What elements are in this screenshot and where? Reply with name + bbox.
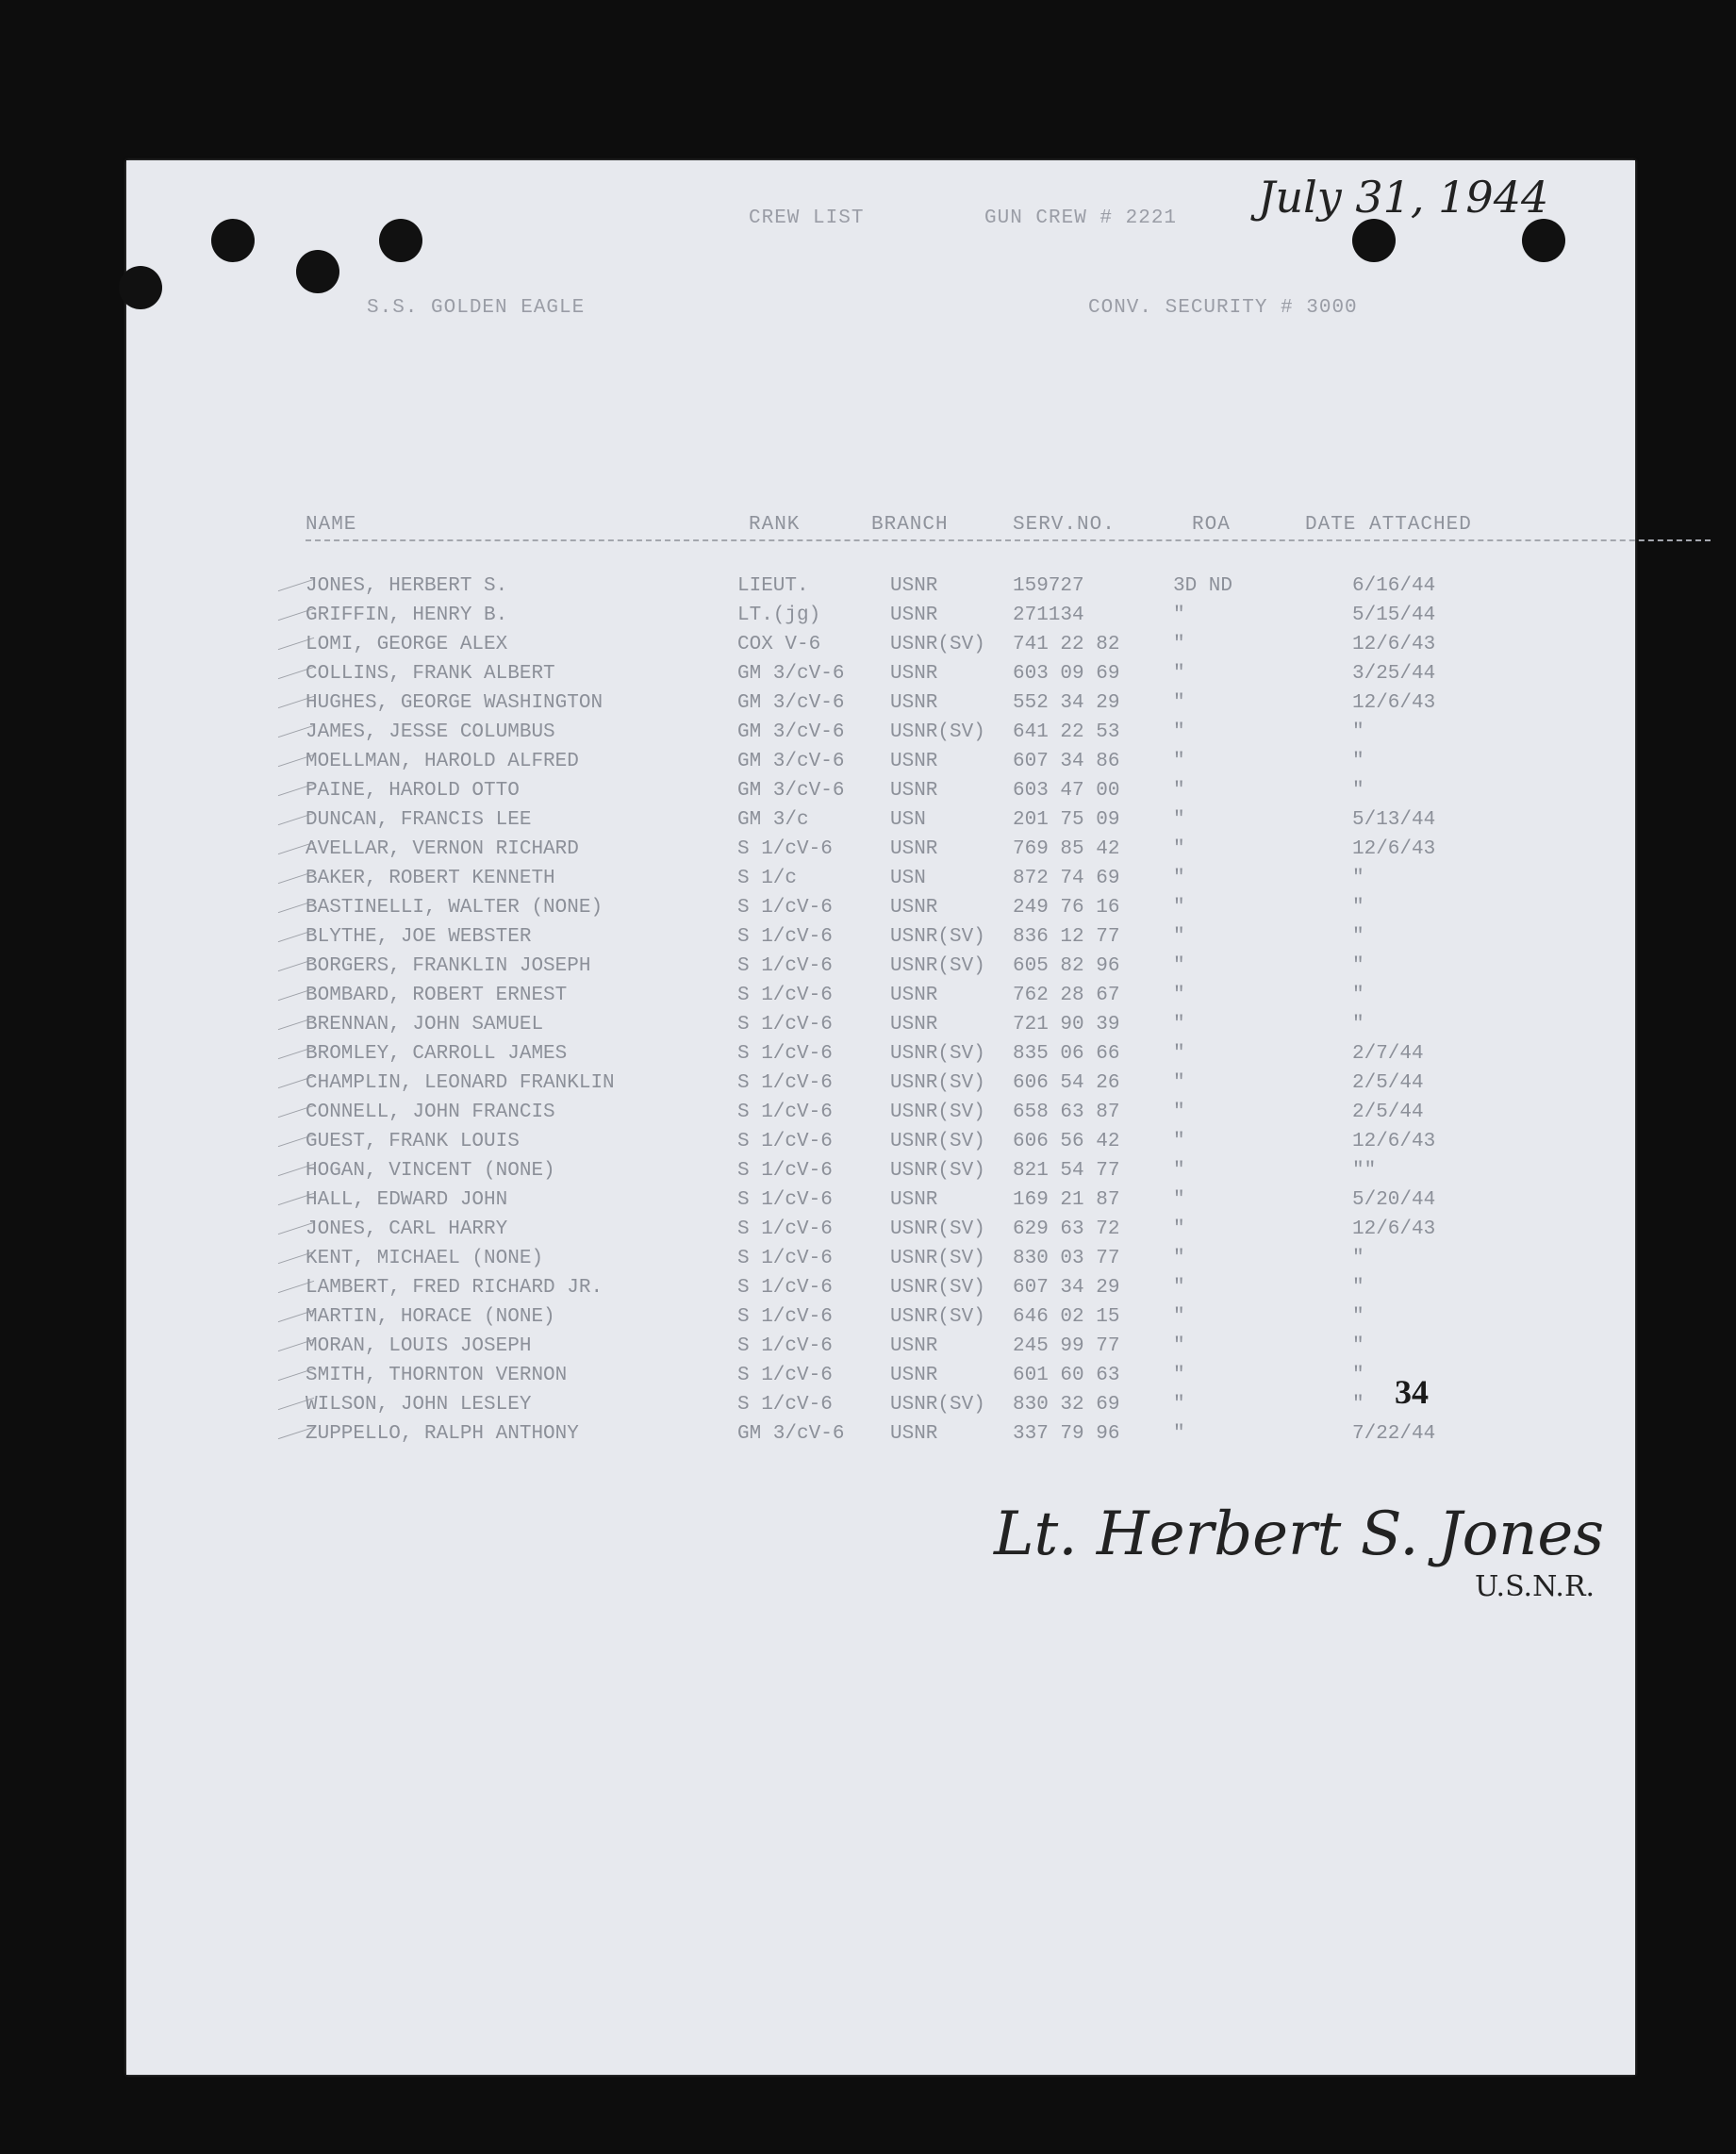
crew-name: COLLINS, FRANK ALBERT xyxy=(306,663,555,685)
crew-branch: USNR xyxy=(890,985,938,1006)
crew-date-attached: " xyxy=(1352,868,1364,889)
crew-roa: " xyxy=(1173,1365,1185,1386)
crew-serv-no: 641 22 53 xyxy=(1013,721,1120,743)
crew-rank: S 1/cV-6 xyxy=(737,1072,833,1094)
crew-rank: S 1/cV-6 xyxy=(737,926,833,948)
crew-serv-no: 607 34 86 xyxy=(1013,751,1120,772)
crew-row xyxy=(126,1043,1635,1072)
crew-branch: USNR xyxy=(890,605,938,626)
crew-roa: " xyxy=(1173,1248,1185,1269)
crew-serv-no: 337 79 96 xyxy=(1013,1423,1120,1445)
crew-branch: USNR xyxy=(890,780,938,802)
crew-roa: " xyxy=(1173,1394,1185,1416)
signature: Lt. Herbert S. Jones xyxy=(994,1500,1605,1569)
column-header-date-attached: DATE ATTACHED xyxy=(1305,514,1472,536)
crew-name: BOMBARD, ROBERT ERNEST xyxy=(306,985,568,1006)
crew-rank: S 1/cV-6 xyxy=(737,955,833,977)
crew-rank: S 1/cV-6 xyxy=(737,1277,833,1299)
crew-rank: GM 3/cV-6 xyxy=(737,692,845,714)
crew-serv-no: 606 56 42 xyxy=(1013,1131,1120,1152)
crew-date-attached: 6/16/44 xyxy=(1352,575,1436,597)
crew-branch: USNR xyxy=(890,1335,938,1357)
punch-hole xyxy=(1522,219,1565,262)
crew-serv-no: 658 63 87 xyxy=(1013,1102,1120,1123)
crew-branch: USNR xyxy=(890,663,938,685)
crew-branch: USN xyxy=(890,868,926,889)
crew-serv-no: 605 82 96 xyxy=(1013,955,1120,977)
crew-serv-no: 741 22 82 xyxy=(1013,634,1120,655)
column-header-rank: RANK xyxy=(749,514,801,536)
crew-date-attached: " xyxy=(1352,1014,1364,1036)
crew-name: KENT, MICHAEL (NONE) xyxy=(306,1248,544,1269)
crew-rank: S 1/cV-6 xyxy=(737,985,833,1006)
crew-roa: " xyxy=(1173,955,1185,977)
crew-serv-no: 245 99 77 xyxy=(1013,1335,1120,1357)
crew-serv-no: 606 54 26 xyxy=(1013,1072,1120,1094)
gun-crew-number: GUN CREW # 2221 xyxy=(984,207,1178,229)
crew-serv-no: 830 03 77 xyxy=(1013,1248,1120,1269)
crew-name: JAMES, JESSE COLUMBUS xyxy=(306,721,555,743)
crew-branch: USNR(SV) xyxy=(890,634,985,655)
crew-row xyxy=(126,985,1635,1014)
crew-roa: " xyxy=(1173,1014,1185,1036)
crew-date-attached: " xyxy=(1352,1394,1364,1416)
crew-row xyxy=(126,780,1635,809)
crew-branch: USNR(SV) xyxy=(890,1043,985,1065)
crew-row xyxy=(126,1131,1635,1160)
crew-serv-no: 821 54 77 xyxy=(1013,1160,1120,1182)
crew-roa: " xyxy=(1173,1335,1185,1357)
crew-row xyxy=(126,926,1635,955)
crew-serv-no: 249 76 16 xyxy=(1013,897,1120,919)
crew-branch: USNR(SV) xyxy=(890,1218,985,1240)
crew-rank: S 1/cV-6 xyxy=(737,1043,833,1065)
crew-date-attached: 5/15/44 xyxy=(1352,605,1436,626)
convoy-security: CONV. SECURITY # 3000 xyxy=(1088,297,1358,319)
crew-branch: USNR(SV) xyxy=(890,1131,985,1152)
crew-branch: USNR xyxy=(890,692,938,714)
crew-roa: " xyxy=(1173,1072,1185,1094)
crew-row xyxy=(126,1423,1635,1452)
crew-name: JONES, HERBERT S. xyxy=(306,575,508,597)
crew-serv-no: 762 28 67 xyxy=(1013,985,1120,1006)
crew-date-attached: " xyxy=(1352,721,1364,743)
crew-branch: USNR xyxy=(890,838,938,860)
crew-rank: S 1/cV-6 xyxy=(737,1335,833,1357)
crew-date-attached: " xyxy=(1352,1248,1364,1269)
crew-name: BAKER, ROBERT KENNETH xyxy=(306,868,555,889)
crew-row xyxy=(126,838,1635,868)
crew-name: LAMBERT, FRED RICHARD JR. xyxy=(306,1277,603,1299)
crew-roa: " xyxy=(1173,663,1185,685)
crew-roa: " xyxy=(1173,868,1185,889)
crew-row xyxy=(126,1277,1635,1306)
crew-roa: " xyxy=(1173,1423,1185,1445)
crew-rank: S 1/cV-6 xyxy=(737,1306,833,1328)
crew-roa: " xyxy=(1173,1160,1185,1182)
document-page xyxy=(126,160,1635,2075)
crew-branch: USNR xyxy=(890,751,938,772)
crew-roa: " xyxy=(1173,721,1185,743)
crew-rank: GM 3/c xyxy=(737,809,809,831)
crew-name: JONES, CARL HARRY xyxy=(306,1218,508,1240)
crew-rank: GM 3/cV-6 xyxy=(737,663,845,685)
crew-roa: " xyxy=(1173,634,1185,655)
crew-row xyxy=(126,1102,1635,1131)
punch-hole xyxy=(379,219,422,262)
ship-name: S.S. GOLDEN EAGLE xyxy=(367,297,586,319)
crew-name: BRENNAN, JOHN SAMUEL xyxy=(306,1014,544,1036)
header-divider xyxy=(306,539,1711,541)
crew-date-attached: 12/6/43 xyxy=(1352,1218,1436,1240)
crew-row xyxy=(126,663,1635,692)
crew-date-attached: 5/20/44 xyxy=(1352,1189,1436,1211)
crew-serv-no: 603 09 69 xyxy=(1013,663,1120,685)
crew-rank: S 1/cV-6 xyxy=(737,1189,833,1211)
crew-name: SMITH, THORNTON VERNON xyxy=(306,1365,568,1386)
crew-row xyxy=(126,955,1635,985)
crew-row xyxy=(126,897,1635,926)
crew-roa: " xyxy=(1173,809,1185,831)
crew-name: BORGERS, FRANKLIN JOSEPH xyxy=(306,955,591,977)
punch-hole xyxy=(1352,219,1396,262)
crew-rank: S 1/c xyxy=(737,868,798,889)
crew-branch: USNR(SV) xyxy=(890,926,985,948)
crew-rank: COX V-6 xyxy=(737,634,821,655)
crew-rank: S 1/cV-6 xyxy=(737,1218,833,1240)
crew-date-attached: 7/22/44 xyxy=(1352,1423,1436,1445)
crew-roa: " xyxy=(1173,897,1185,919)
page-number: 34 xyxy=(1395,1373,1429,1411)
crew-roa: " xyxy=(1173,1306,1185,1328)
crew-date-attached: " xyxy=(1352,1306,1364,1328)
crew-row xyxy=(126,1248,1635,1277)
column-header-branch: BRANCH xyxy=(871,514,949,536)
crew-serv-no: 552 34 29 xyxy=(1013,692,1120,714)
crew-name: CONNELL, JOHN FRANCIS xyxy=(306,1102,555,1123)
crew-row xyxy=(126,1072,1635,1102)
crew-branch: USNR(SV) xyxy=(890,1306,985,1328)
crew-roa: " xyxy=(1173,1043,1185,1065)
crew-branch: USNR(SV) xyxy=(890,1102,985,1123)
crew-serv-no: 629 63 72 xyxy=(1013,1218,1120,1240)
crew-roa: " xyxy=(1173,985,1185,1006)
crew-date-attached: 2/5/44 xyxy=(1352,1072,1424,1094)
crew-date-attached: 12/6/43 xyxy=(1352,1131,1436,1152)
crew-name: MOELLMAN, HAROLD ALFRED xyxy=(306,751,579,772)
crew-rank: S 1/cV-6 xyxy=(737,1014,833,1036)
crew-roa: " xyxy=(1173,1102,1185,1123)
crew-row xyxy=(126,809,1635,838)
crew-name: HALL, EDWARD JOHN xyxy=(306,1189,508,1211)
crew-date-attached: 12/6/43 xyxy=(1352,692,1436,714)
crew-date-attached: 5/13/44 xyxy=(1352,809,1436,831)
crew-serv-no: 601 60 63 xyxy=(1013,1365,1120,1386)
crew-name: ZUPPELLO, RALPH ANTHONY xyxy=(306,1423,579,1445)
crew-serv-no: 830 32 69 xyxy=(1013,1394,1120,1416)
crew-row xyxy=(126,1335,1635,1365)
crew-roa: " xyxy=(1173,1218,1185,1240)
crew-list xyxy=(126,575,1635,1452)
crew-name: BROMLEY, CARROLL JAMES xyxy=(306,1043,568,1065)
crew-roa: " xyxy=(1173,605,1185,626)
crew-branch: USNR xyxy=(890,1423,938,1445)
crew-row xyxy=(126,575,1635,605)
punch-hole xyxy=(119,266,162,309)
crew-rank: S 1/cV-6 xyxy=(737,1160,833,1182)
crew-rank: S 1/cV-6 xyxy=(737,1102,833,1123)
crew-name: GUEST, FRANK LOUIS xyxy=(306,1131,520,1152)
crew-roa: " xyxy=(1173,1277,1185,1299)
crew-branch: USNR(SV) xyxy=(890,1277,985,1299)
crew-rank: S 1/cV-6 xyxy=(737,838,833,860)
crew-row xyxy=(126,605,1635,634)
crew-name: PAINE, HAROLD OTTO xyxy=(306,780,520,802)
crew-branch: USN xyxy=(890,809,926,831)
crew-date-attached: 12/6/43 xyxy=(1352,838,1436,860)
column-header-name: NAME xyxy=(306,514,357,536)
crew-name: MORAN, LOUIS JOSEPH xyxy=(306,1335,532,1357)
crew-serv-no: 836 12 77 xyxy=(1013,926,1120,948)
crew-row xyxy=(126,1189,1635,1218)
punch-hole xyxy=(211,219,255,262)
crew-rank: GM 3/cV-6 xyxy=(737,751,845,772)
crew-row xyxy=(126,721,1635,751)
crew-roa: 3D ND xyxy=(1173,575,1233,597)
handwritten-date: July 31, 1944 xyxy=(1258,172,1549,223)
crew-name: WILSON, JOHN LESLEY xyxy=(306,1394,532,1416)
crew-name: HUGHES, GEORGE WASHINGTON xyxy=(306,692,603,714)
crew-serv-no: 872 74 69 xyxy=(1013,868,1120,889)
crew-name: CHAMPLIN, LEONARD FRANKLIN xyxy=(306,1072,615,1094)
crew-row xyxy=(126,1014,1635,1043)
crew-row xyxy=(126,751,1635,780)
column-header-serv-no: SERV.NO. xyxy=(1013,514,1116,536)
crew-name: DUNCAN, FRANCIS LEE xyxy=(306,809,532,831)
crew-roa: " xyxy=(1173,751,1185,772)
crew-rank: S 1/cV-6 xyxy=(737,1394,833,1416)
crew-branch: USNR xyxy=(890,1365,938,1386)
column-header-roa: ROA xyxy=(1192,514,1231,536)
crew-branch: USNR(SV) xyxy=(890,1072,985,1094)
crew-date-attached: 3/25/44 xyxy=(1352,663,1436,685)
crew-date-attached: " xyxy=(1352,926,1364,948)
crew-rank: GM 3/cV-6 xyxy=(737,721,845,743)
crew-date-attached: " xyxy=(1352,780,1364,802)
crew-date-attached: " xyxy=(1352,1277,1364,1299)
crew-serv-no: 769 85 42 xyxy=(1013,838,1120,860)
crew-rank: GM 3/cV-6 xyxy=(737,1423,845,1445)
crew-branch: USNR(SV) xyxy=(890,1160,985,1182)
crew-serv-no: 159727 xyxy=(1013,575,1084,597)
crew-date-attached: " xyxy=(1352,955,1364,977)
crew-roa: " xyxy=(1173,1131,1185,1152)
crew-branch: USNR(SV) xyxy=(890,721,985,743)
document-title: CREW LIST xyxy=(749,207,865,229)
crew-row xyxy=(126,1160,1635,1189)
crew-rank: S 1/cV-6 xyxy=(737,897,833,919)
crew-roa: " xyxy=(1173,838,1185,860)
crew-name: BLYTHE, JOE WEBSTER xyxy=(306,926,532,948)
crew-branch: USNR xyxy=(890,1014,938,1036)
crew-date-attached: 2/5/44 xyxy=(1352,1102,1424,1123)
crew-name: GRIFFIN, HENRY B. xyxy=(306,605,508,626)
crew-row xyxy=(126,692,1635,721)
crew-branch: USNR xyxy=(890,897,938,919)
crew-row xyxy=(126,1306,1635,1335)
crew-name: HOGAN, VINCENT (NONE) xyxy=(306,1160,555,1182)
crew-date-attached: " xyxy=(1352,1365,1364,1386)
crew-name: BASTINELLI, WALTER (NONE) xyxy=(306,897,603,919)
crew-roa: " xyxy=(1173,692,1185,714)
crew-serv-no: 603 47 00 xyxy=(1013,780,1120,802)
crew-rank: LT.(jg) xyxy=(737,605,821,626)
crew-serv-no: 201 75 09 xyxy=(1013,809,1120,831)
crew-serv-no: 607 34 29 xyxy=(1013,1277,1120,1299)
crew-row xyxy=(126,868,1635,897)
crew-rank: S 1/cV-6 xyxy=(737,1365,833,1386)
crew-rank: S 1/cV-6 xyxy=(737,1248,833,1269)
crew-branch: USNR(SV) xyxy=(890,955,985,977)
crew-row xyxy=(126,1218,1635,1248)
crew-branch: USNR xyxy=(890,1189,938,1211)
crew-serv-no: 721 90 39 xyxy=(1013,1014,1120,1036)
crew-date-attached: " xyxy=(1352,751,1364,772)
crew-name: MARTIN, HORACE (NONE) xyxy=(306,1306,555,1328)
crew-rank: GM 3/cV-6 xyxy=(737,780,845,802)
crew-name: AVELLAR, VERNON RICHARD xyxy=(306,838,579,860)
crew-roa: " xyxy=(1173,780,1185,802)
crew-date-attached: " xyxy=(1352,1335,1364,1357)
crew-branch: USNR(SV) xyxy=(890,1394,985,1416)
crew-rank: LIEUT. xyxy=(737,575,809,597)
crew-date-attached: "" xyxy=(1352,1160,1377,1182)
crew-serv-no: 169 21 87 xyxy=(1013,1189,1120,1211)
crew-serv-no: 835 06 66 xyxy=(1013,1043,1120,1065)
crew-date-attached: 12/6/43 xyxy=(1352,634,1436,655)
crew-serv-no: 271134 xyxy=(1013,605,1084,626)
crew-serv-no: 646 02 15 xyxy=(1013,1306,1120,1328)
signature-suffix: U.S.N.R. xyxy=(1475,1570,1595,1603)
crew-date-attached: " xyxy=(1352,897,1364,919)
crew-row xyxy=(126,634,1635,663)
punch-hole xyxy=(296,250,339,293)
crew-branch: USNR(SV) xyxy=(890,1248,985,1269)
crew-roa: " xyxy=(1173,926,1185,948)
crew-rank: S 1/cV-6 xyxy=(737,1131,833,1152)
crew-date-attached: " xyxy=(1352,985,1364,1006)
crew-roa: " xyxy=(1173,1189,1185,1211)
crew-date-attached: 2/7/44 xyxy=(1352,1043,1424,1065)
crew-name: LOMI, GEORGE ALEX xyxy=(306,634,508,655)
crew-branch: USNR xyxy=(890,575,938,597)
